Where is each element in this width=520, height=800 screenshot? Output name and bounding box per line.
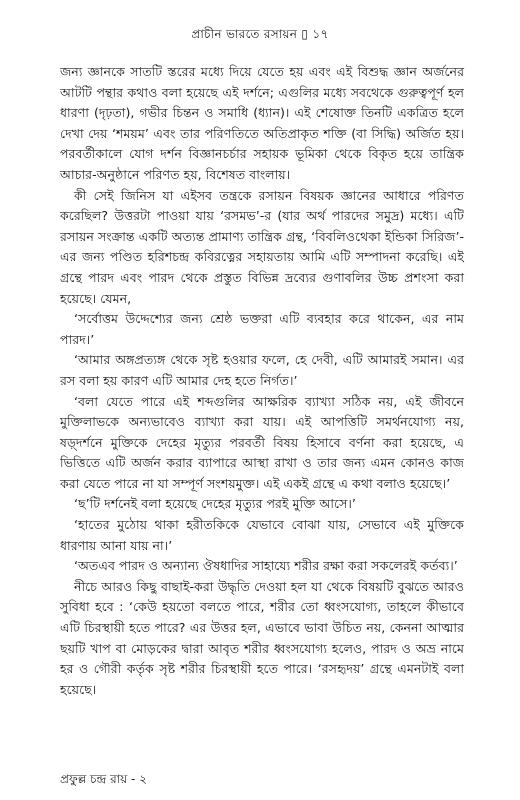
quote-1: ‘সর্বোত্তম উদ্দেশ্যের জন্য শ্রেষ্ঠ ভক্তরা এটি ব্যবহার করে থাকেন, এর নাম পারদ।’ [60, 311, 464, 347]
paragraph-1: জন্য জ্ঞানকে সাতটি স্তরের মধ্যে দিয়ে যেতে হয় এবং এই বিশুদ্ধ জ্ঞান অর্জনের আটটি পন্থার কথাও বলা হয়েছে এই দর্শনে; এগুলির মধ্যে সবথেকে গুরুত্বপূর্ণ হল ধারণা (দৃঢ়তা), গভীর চিন্তন ও সমাধি (ধ্যান)। এই শেষোক্ত তিনটি একত্রিত হলে দেখা দেয় ‘শময়ম’ এবং তার পরিণতিতে অতিপ্রাকৃত শক্তি (বা সিদ্ধি) অর্জিত হয়। পরবর্তীকালে যোগ দর্শন বিজ্ঞানচর্চার সহায়ক ভূমিকা থেকে বিকৃত হয়ে তান্ত্রিক আচার-অনুষ্ঠানে পরিণত হয়, বিশেষত বাংলায়। [60, 64, 464, 182]
paragraph-final: নীচে আরও কিছু বাছাই-করা উদ্ধৃতি দেওয়া হল যা থেকে বিষয়টি বুঝতে আরও সুবিধা হবে : ‘কেউ হয়তো বলতে পারে, শরীর তো ধ্বংসযোগ্য, তাহলে কীভাবে এটি চিরস্থায়ী হতে পারে? এর উত্তর হল, এভাবে ভাবা উচিত নয়, কেননা আত্মার ছয়টি খাপ বা মোড়কের দ্বারা আবৃত শরীর ধ্বংসযোগ্য হলেও, পারদ ও অভ্র নামে হর ও গৌরী কর্তৃক সৃষ্ট শরীর চিরস্থায়ী হতে পারে। ‘রসহৃদয়’ গ্রন্থে এমনটাই বলা হয়েছে। [60, 578, 464, 697]
quote-4: ‘ছ’টি দর্শনেই বলা হয়েছে দেহের মৃত্যুর পরই মুক্তি আসে।’ [74, 496, 356, 512]
quote-5: ‘হাতের মুঠোয় থাকা হরীতকিকে যেভাবে বোঝা যায়, সেভাবে এই মুক্তিকে ধারণায় আনা যায় না।’ [60, 517, 464, 553]
body-text [60, 62, 464, 700]
signature-mark: প্রফুল্ল চন্দ্র রায় - ২ [60, 772, 147, 786]
quote-3: ‘বলা যেতে পারে এই শব্দগুলির আক্ষরিক ব্যাখ্যা সঠিক নয়, এই জীবনে মুক্তিলাভকে অন্যভাবেও ব্যাখ্যা করা যায়। এই আপত্তিটি সমর্থনযোগ্য নয়, ষড়্দর্শনে মুক্তিকে দেহের মৃত্যুর পরবর্তী বিষয় হিসাবে বর্ণনা করা হয়েছে, এ ভিত্তিতে এটি অর্জন করার ব্যাপারে আস্থা রাখা ও তার জন্য এমন কোনও কাজ করা যেতে পারে না যা সম্পূর্ণ সংশয়মুক্ত। এই একই গ্রন্থে এ কথা বলাও হয়েছে।’ [60, 393, 464, 491]
quote-2: ‘আমার অঙ্গপ্রত্যঙ্গ থেকে সৃষ্ট হওয়ার ফলে, হে দেবী, এটি আমারই সমান। এর রস বলা হয় কারণ এটি আমার দেহ হতে নির্গত।’ [60, 352, 464, 388]
paragraph-2: কী সেই জিনিস যা এইসব তন্ত্রকে রসায়ন বিষয়ক জ্ঞানের আধারে পরিণত করেছিল? উত্তরটা পাওয়া যায় ‘রসমভ’-র (যার অর্থ পারদের সমুদ্র) মধ্যে। এটি রসায়ন সংক্রান্ত একটি অত্যন্ত প্রামাণ্য তান্ত্রিক গ্রন্থ, ‘বিবলিওথেকা ইন্ডিকা সিরিজ’-এর জন্য পণ্ডিত হরিশচন্দ্র কবিরত্নের সহায়তায় আমি এটি সম্পাদনা করেছি। এই গ্রন্থে পারদ এবং পারদ থেকে প্রস্তুত বিভিন্ন দ্রব্যের গুণাবলির উচ্চ প্রশংসা করা হয়েছে। যেমন, [60, 187, 464, 306]
running-header: প্রাচীন ভারতে রসায়ন ▯ ১৭ [191, 27, 329, 41]
quote-6: ‘অতএব পারদ ও অন্যান্য ঔষধাদির সাহায্যে শরীর রক্ষা করা সকলেরই কর্তব্য।’ [74, 558, 458, 574]
